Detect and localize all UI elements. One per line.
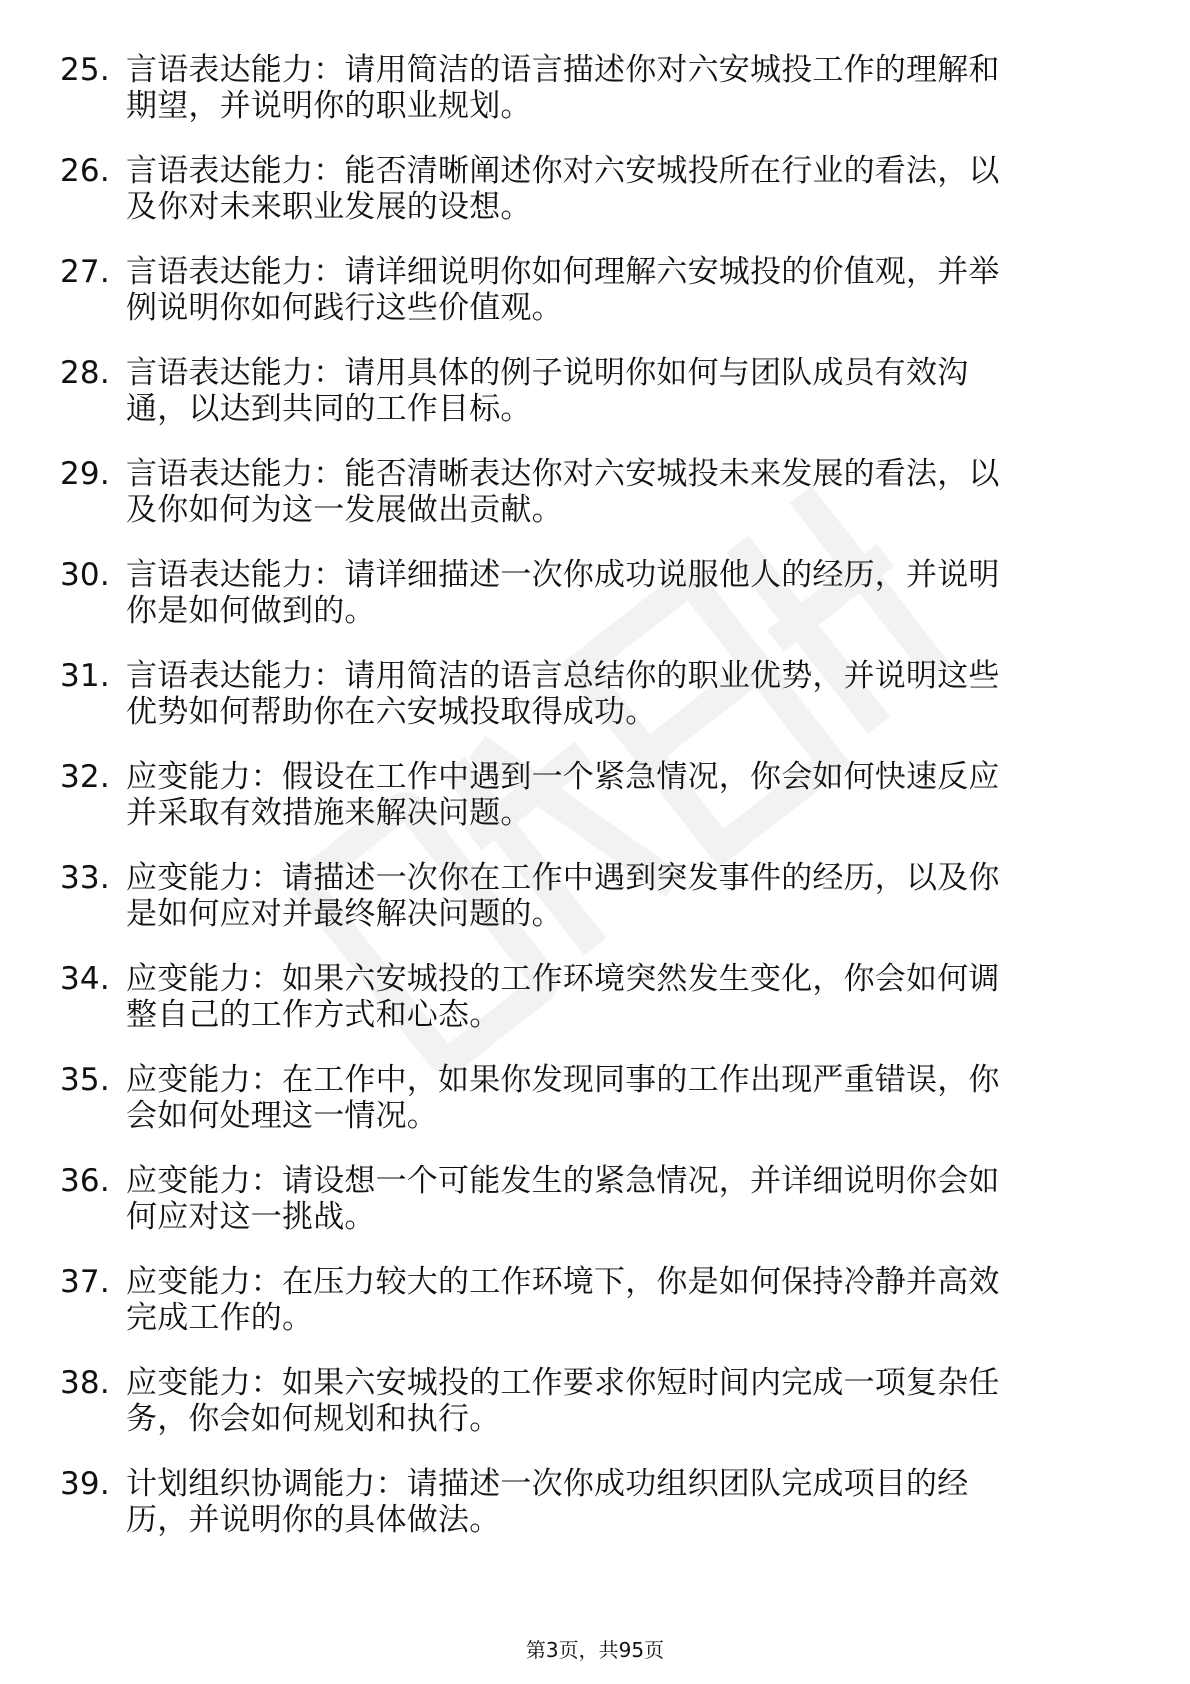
question-line: 期望，并说明你的职业规划。 — [126, 88, 532, 124]
question-line: 优势如何帮助你在六安城投取得成功。 — [126, 694, 657, 730]
question-line: 务，你会如何规划和执行。 — [126, 1401, 501, 1437]
question-item — [0, 1264, 1190, 1365]
question-line: 言语表达能力：请详细说明你如何理解六安城投的价值观，并举 — [126, 254, 1000, 290]
question-number: 36. — [60, 1163, 110, 1199]
page-number-label: 第3页，共95页 — [525, 1638, 665, 1662]
question-line: 会如何处理这一情况。 — [126, 1098, 438, 1134]
question-list — [0, 52, 1190, 1567]
question-line: 你是如何做到的。 — [126, 593, 376, 629]
question-item — [0, 1062, 1190, 1163]
question-text — [126, 961, 1116, 1033]
question-item — [0, 1466, 1190, 1567]
question-line: 应变能力：请描述一次你在工作中遇到突发事件的经历，以及你 — [126, 860, 1000, 896]
question-number: 27. — [60, 254, 110, 290]
question-number: 37. — [60, 1264, 110, 1300]
question-number: 38. — [60, 1365, 110, 1401]
question-number: 29. — [60, 456, 110, 492]
question-number: 31. — [60, 658, 110, 694]
question-item — [0, 961, 1190, 1062]
question-text — [126, 254, 1116, 326]
question-line: 言语表达能力：能否清晰阐述你对六安城投所在行业的看法，以 — [126, 153, 1000, 189]
question-item — [0, 456, 1190, 557]
question-line: 应变能力：假设在工作中遇到一个紧急情况，你会如何快速反应 — [126, 759, 1000, 795]
question-line: 言语表达能力：请用具体的例子说明你如何与团队成员有效沟 — [126, 355, 969, 391]
question-line: 整自己的工作方式和心态。 — [126, 997, 501, 1033]
question-text — [126, 456, 1116, 528]
question-text — [126, 759, 1116, 831]
question-text — [126, 355, 1116, 427]
question-line: 应变能力：如果六安城投的工作要求你短时间内完成一项复杂任 — [126, 1365, 1000, 1401]
question-text — [126, 1365, 1116, 1437]
question-number: 32. — [60, 759, 110, 795]
question-number: 25. — [60, 52, 110, 88]
question-item — [0, 1163, 1190, 1264]
question-item — [0, 658, 1190, 759]
question-line: 计划组织协调能力：请描述一次你成功组织团队完成项目的经 — [126, 1466, 969, 1502]
question-item — [0, 1365, 1190, 1466]
question-line: 应变能力：请设想一个可能发生的紧急情况，并详细说明你会如 — [126, 1163, 1000, 1199]
question-line: 应变能力：在工作中，如果你发现同事的工作出现严重错误，你 — [126, 1062, 1000, 1098]
question-line: 通，以达到共同的工作目标。 — [126, 391, 532, 427]
question-number: 35. — [60, 1062, 110, 1098]
question-text — [126, 658, 1116, 730]
question-text — [126, 1466, 1116, 1538]
question-item — [0, 355, 1190, 456]
question-line: 应变能力：在压力较大的工作环境下，你是如何保持冷静并高效 — [126, 1264, 1000, 1300]
question-item — [0, 153, 1190, 254]
question-line: 历，并说明你的具体做法。 — [126, 1502, 501, 1538]
question-text — [126, 860, 1116, 932]
question-line: 应变能力：如果六安城投的工作环境突然发生变化，你会如何调 — [126, 961, 1000, 997]
question-line: 完成工作的。 — [126, 1300, 314, 1336]
question-number: 30. — [60, 557, 110, 593]
question-text — [126, 52, 1116, 124]
page-footer — [0, 1638, 1190, 1662]
question-text — [126, 1163, 1116, 1235]
question-item — [0, 52, 1190, 153]
question-line: 及你如何为这一发展做出贡献。 — [126, 492, 563, 528]
question-line: 何应对这一挑战。 — [126, 1199, 376, 1235]
question-number: 26. — [60, 153, 110, 189]
question-line: 并采取有效措施来解决问题。 — [126, 795, 532, 831]
question-line: 例说明你如何践行这些价值观。 — [126, 290, 563, 326]
question-line: 言语表达能力：请用简洁的语言描述你对六安城投工作的理解和 — [126, 52, 1000, 88]
question-line: 是如何应对并最终解决问题的。 — [126, 896, 563, 932]
question-line: 及你对未来职业发展的设想。 — [126, 189, 532, 225]
question-line: 言语表达能力：请用简洁的语言总结你的职业优势，并说明这些 — [126, 658, 1000, 694]
question-text — [126, 557, 1116, 629]
question-text — [126, 1264, 1116, 1336]
question-number: 33. — [60, 860, 110, 896]
question-number: 34. — [60, 961, 110, 997]
question-line: 言语表达能力：能否清晰表达你对六安城投未来发展的看法，以 — [126, 456, 1000, 492]
question-item — [0, 860, 1190, 961]
question-item — [0, 557, 1190, 658]
question-text — [126, 1062, 1116, 1134]
question-item — [0, 254, 1190, 355]
question-item — [0, 759, 1190, 860]
question-text — [126, 153, 1116, 225]
question-line: 言语表达能力：请详细描述一次你成功说服他人的经历，并说明 — [126, 557, 1000, 593]
question-number: 28. — [60, 355, 110, 391]
question-number: 39. — [60, 1466, 110, 1502]
